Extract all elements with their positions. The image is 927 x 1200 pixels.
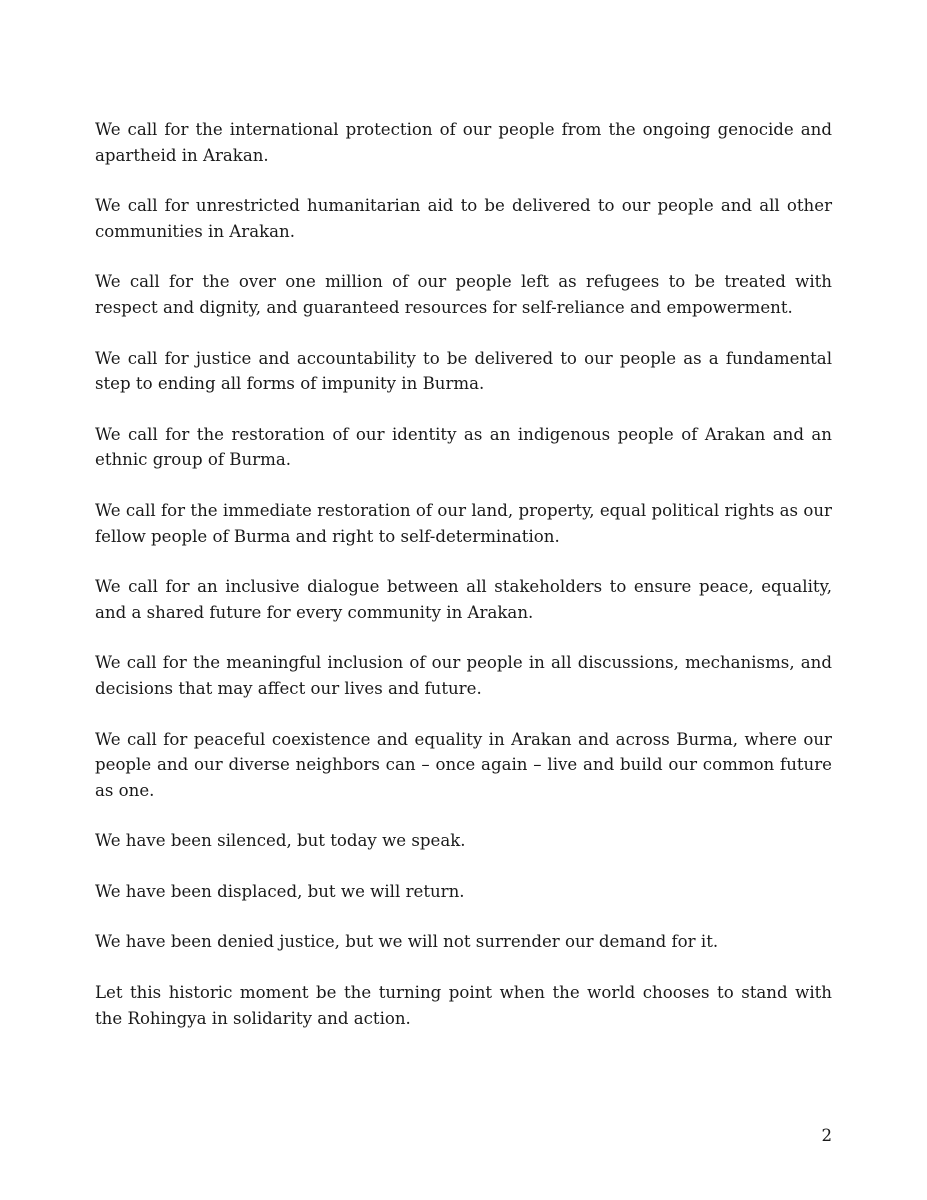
paragraph-denied-justice: We have been denied justice, but we will not surrender our demand for it. (95, 932, 719, 952)
paragraph-international-protection: We call for the international protection of our people from the ongoing genocide and apartheid in Arakan. (95, 120, 832, 165)
document-body (95, 117, 832, 1056)
page-number: 2 (821, 1126, 832, 1145)
paragraph-justice-accountability: We call for justice and accountability to be delivered to our people as a fundamental step to ending all forms of impunity in Burma. (95, 348, 832, 394)
paragraph-displaced: We have been displaced, but we will return. (95, 881, 465, 901)
paragraph-land-rights: We call for the immediate restoration of our land, property, equal political rights as our fellow people of Burma and right to self-determination. (95, 500, 832, 546)
paragraph-identity-restoration: We call for the restoration of our identity as an indigenous people of Arakan and an ethnic group of Burma. (95, 424, 832, 470)
paragraph-peaceful-coexistence: We call for peaceful coexistence and equality in Arakan and across Burma, where our people and our diverse neighbors can – once again – live and build our common future as one. (95, 729, 832, 800)
paragraph-historic-moment: Let this historic moment be the turning point when the world chooses to stand with the Rohingya in solidarity and action. (95, 983, 832, 1028)
paragraph-refugees: We call for the over one million of our people left as refugees to be treated with respect and dignity, and guaranteed resources for self-reliance and empowerment. (95, 272, 832, 317)
paragraph-meaningful-inclusion: We call for the meaningful inclusion of our people in all discussions, mechanisms, and decisions that may affect our lives and future. (95, 653, 832, 698)
paragraph-inclusive-dialogue: We call for an inclusive dialogue between all stakeholders to ensure peace, equality, and a shared future for every community in Arakan. (95, 577, 832, 622)
paragraph-silenced: We have been silenced, but today we speak. (95, 831, 466, 851)
paragraph-humanitarian-aid: We call for unrestricted humanitarian aid to be delivered to our people and all other communities in Arakan. (95, 196, 832, 241)
